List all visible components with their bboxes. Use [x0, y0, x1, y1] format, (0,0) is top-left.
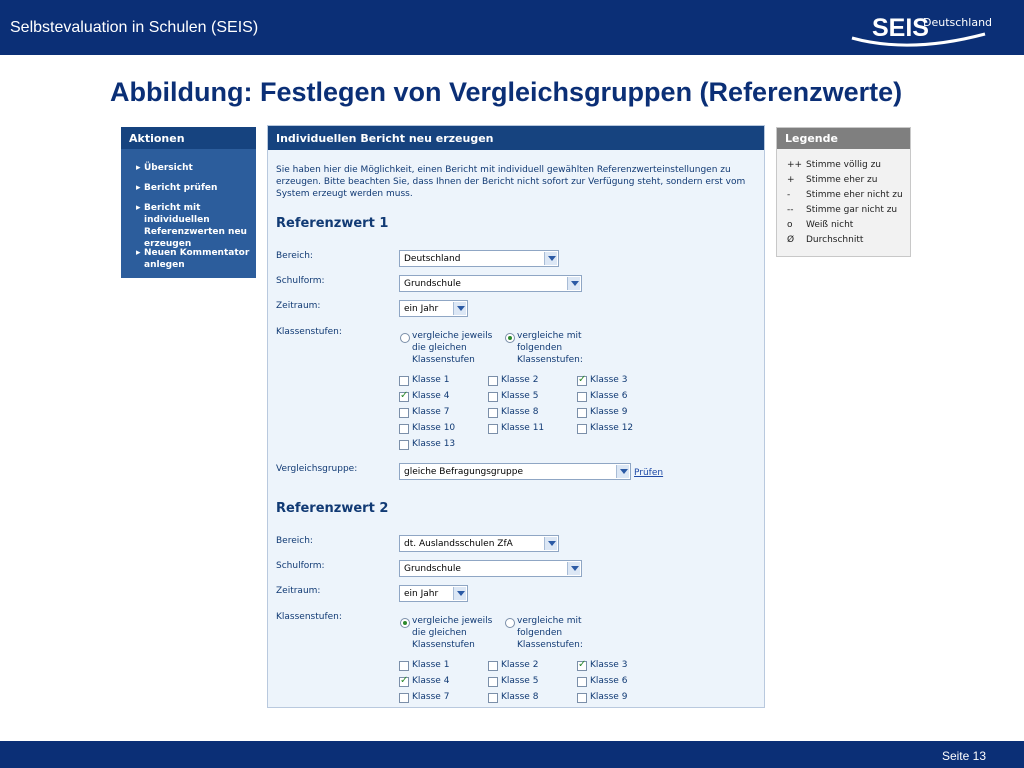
ref2-class-label: Klasse 8	[501, 692, 539, 702]
ref2-class-label: Klasse 5	[501, 676, 539, 686]
ref1-class-checkbox[interactable]	[488, 376, 498, 386]
legend-panel	[776, 127, 911, 257]
ref1-bereich-value: Deutschland	[404, 254, 461, 264]
ref1-class-checkbox[interactable]	[399, 408, 409, 418]
chevron-down-icon	[616, 465, 629, 478]
ref1-class-label: Klasse 10	[412, 423, 456, 433]
intro-text: Sie haben hier die Möglichkeit, einen Bericht mit individuell gewählten Referenzwerteinstellungen zu erzeugen. Bitte beachten Sie, dass Ihnen der Bericht nicht sofort zur Verfügung steht, sondern erst vom System erzeugt werden muss.	[276, 165, 746, 199]
ref2-class-label: Klasse 3	[590, 660, 628, 670]
ref1-vergleichsgruppe-select[interactable]	[399, 463, 631, 480]
ref1-class-checkbox[interactable]	[577, 392, 587, 402]
legend-text: Stimme eher zu	[806, 175, 878, 185]
ref2-radio-following-label: vergleiche mit folgenden Klassenstufen:	[517, 616, 583, 650]
action-overview-link[interactable]: ▸ Übersicht	[144, 162, 254, 174]
ref1-bereich-select[interactable]	[399, 250, 559, 267]
ref2-zeitraum-value: ein Jahr	[404, 589, 439, 599]
ref2-class-checkbox[interactable]	[577, 693, 587, 703]
ref1-class-label: Klasse 3	[590, 375, 628, 385]
ref1-class-label: Klasse 13	[412, 439, 456, 449]
legend-symbol: +	[787, 175, 795, 185]
logo-text: SEIS	[872, 14, 929, 42]
ref1-class-checkbox[interactable]	[399, 392, 409, 402]
legend-title: Legende	[777, 128, 910, 149]
ref1-schulform-label: Schulform:	[276, 276, 325, 286]
legend-text: Stimme gar nicht zu	[806, 205, 898, 215]
ref1-bereich-label: Bereich:	[276, 251, 313, 261]
ref1-class-checkbox[interactable]	[488, 408, 498, 418]
legend-symbol: o	[787, 220, 793, 230]
ref2-zeitraum-select[interactable]	[399, 585, 468, 602]
chevron-down-icon	[567, 277, 580, 290]
ref2-schulform-label: Schulform:	[276, 561, 325, 571]
legend-text: Durchschnitt	[806, 235, 864, 245]
ref1-class-label: Klasse 11	[501, 423, 545, 433]
ref1-vergleichsgruppe-value: gleiche Befragungsgruppe	[404, 467, 523, 477]
legend-symbol: --	[787, 205, 794, 215]
ref2-class-checkbox[interactable]	[488, 661, 498, 671]
ref1-radio-same-label: vergleiche jeweils die gleichen Klassenstufen	[412, 331, 493, 365]
ref1-radio-following-label: vergleiche mit folgenden Klassenstufen:	[517, 331, 583, 365]
ref1-class-checkbox[interactable]	[577, 376, 587, 386]
ref2-klassenstufen-label: Klassenstufen:	[276, 612, 342, 622]
chevron-down-icon	[567, 562, 580, 575]
action-individual-report-link[interactable]: ▸ Bericht mit individuellen Referenzwerten neu erzeugen	[144, 202, 254, 250]
ref2-class-label: Klasse 2	[501, 660, 539, 670]
ref1-class-checkbox[interactable]	[577, 408, 587, 418]
ref2-class-checkbox[interactable]	[577, 661, 587, 671]
ref2-class-checkbox[interactable]	[399, 693, 409, 703]
ref1-class-label: Klasse 5	[501, 391, 539, 401]
ref2-title: Referenzwert 2	[276, 501, 389, 516]
ref1-class-label: Klasse 6	[590, 391, 628, 401]
ref2-class-checkbox[interactable]	[399, 661, 409, 671]
ref1-class-label: Klasse 1	[412, 375, 450, 385]
ref2-zeitraum-label: Zeitraum:	[276, 586, 321, 596]
ref1-class-checkbox[interactable]	[577, 424, 587, 434]
page-number: Seite 13	[941, 749, 986, 763]
ref1-class-checkbox[interactable]	[488, 392, 498, 402]
ref1-schulform-value: Grundschule	[404, 279, 461, 289]
actions-title: Aktionen	[121, 127, 256, 149]
ref1-radio-same[interactable]	[400, 333, 410, 343]
ref1-class-checkbox[interactable]	[399, 376, 409, 386]
ref1-class-label: Klasse 12	[590, 423, 634, 433]
ref2-class-checkbox[interactable]	[577, 677, 587, 687]
legend-symbol: Ø	[787, 235, 795, 245]
ref1-vergleichsgruppe-label: Vergleichsgruppe:	[276, 464, 358, 474]
ref2-radio-following[interactable]	[505, 618, 515, 628]
ref1-zeitraum-value: ein Jahr	[404, 304, 439, 314]
logo-subtext: Deutschland	[923, 16, 993, 29]
chevron-down-icon	[544, 537, 557, 550]
ref1-class-label: Klasse 4	[412, 391, 450, 401]
chevron-down-icon	[544, 252, 557, 265]
ref1-radio-following[interactable]	[505, 333, 515, 343]
ref1-schulform-select[interactable]	[399, 275, 582, 292]
ref2-bereich-value: dt. Auslandsschulen ZfA	[404, 539, 513, 549]
legend-symbol: -	[787, 190, 791, 200]
ref1-class-checkbox[interactable]	[399, 440, 409, 450]
ref2-schulform-select[interactable]	[399, 560, 582, 577]
ref1-zeitraum-label: Zeitraum:	[276, 301, 321, 311]
ref1-class-label: Klasse 9	[590, 407, 628, 417]
pruefen-link[interactable]: Prüfen	[634, 468, 664, 478]
ref1-klassenstufen-label: Klassenstufen:	[276, 327, 342, 337]
action-new-commentator-link[interactable]: ▸ Neuen Kommentator anlegen	[144, 247, 254, 271]
seis-logo	[850, 6, 1000, 50]
slide-heading: Abbildung: Festlegen von Vergleichsgruppen (Referenzwerte)	[110, 77, 903, 107]
ref1-class-label: Klasse 8	[501, 407, 539, 417]
legend-symbol: ++	[787, 160, 803, 170]
legend-text: Stimme eher nicht zu	[806, 190, 903, 200]
logo-swoosh-icon	[850, 30, 990, 48]
ref2-class-label: Klasse 9	[590, 692, 628, 702]
legend-text: Weiß nicht	[806, 220, 854, 230]
ref2-class-label: Klasse 7	[412, 692, 450, 702]
report-form-title: Individuellen Bericht neu erzeugen	[268, 126, 764, 150]
ref2-schulform-value: Grundschule	[404, 564, 461, 574]
ref1-class-checkbox[interactable]	[488, 424, 498, 434]
ref2-class-checkbox[interactable]	[488, 693, 498, 703]
ref1-class-label: Klasse 2	[501, 375, 539, 385]
ref2-class-label: Klasse 1	[412, 660, 450, 670]
top-bar	[0, 0, 1024, 55]
ref1-zeitraum-select[interactable]	[399, 300, 468, 317]
bottom-bar	[0, 741, 1024, 768]
ref2-class-checkbox[interactable]	[488, 677, 498, 687]
ref2-radio-same-label: vergleiche jeweils die gleichen Klassenstufen	[412, 616, 493, 650]
legend-text: Stimme völlig zu	[806, 160, 882, 170]
ref1-class-label: Klasse 7	[412, 407, 450, 417]
actions-panel	[121, 127, 256, 278]
ref1-title: Referenzwert 1	[276, 216, 389, 231]
chevron-down-icon	[453, 302, 466, 315]
ref2-class-checkbox[interactable]	[399, 677, 409, 687]
action-check-report-link[interactable]: ▸ Bericht prüfen	[144, 182, 254, 194]
ref2-class-label: Klasse 4	[412, 676, 450, 686]
report-form-panel	[267, 125, 765, 708]
slide-top-title: Selbstevaluation in Schulen (SEIS)	[10, 19, 259, 36]
ref2-bereich-label: Bereich:	[276, 536, 313, 546]
ref1-class-checkbox[interactable]	[399, 424, 409, 434]
ref2-bereich-select[interactable]	[399, 535, 559, 552]
ref2-radio-same[interactable]	[400, 618, 410, 628]
ref2-class-label: Klasse 6	[590, 676, 628, 686]
chevron-down-icon	[453, 587, 466, 600]
